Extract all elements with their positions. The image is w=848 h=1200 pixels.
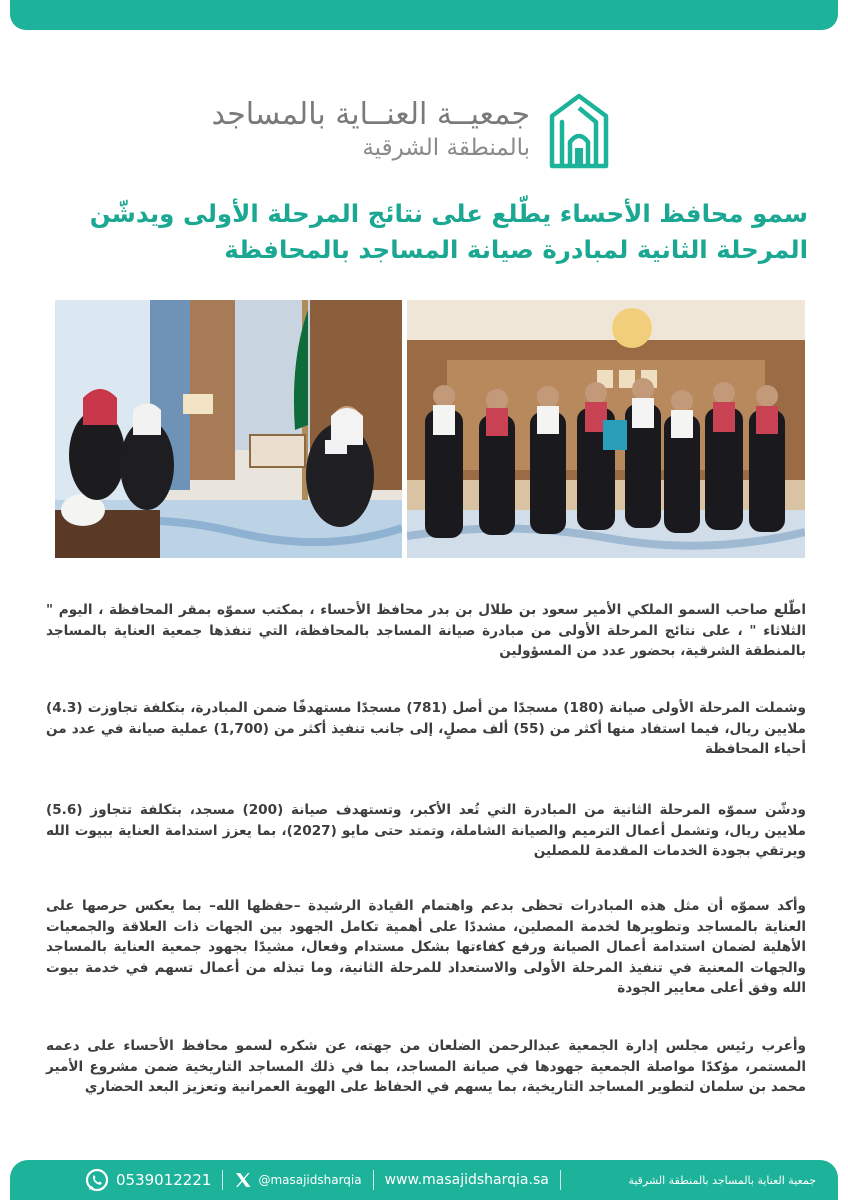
paragraph-5: وأعرب رئيس مجلس إدارة الجمعية عبدالرحمن الضلعان من جهته، عن شكره لسمو محافظ الأحساء على دعمه المستمر، مؤكدًا مواصلة الجمعية جهودها في صيانة المساجد، بما في ذلك المساجد التاريخية ضمن مشروع الأمير محمد بن سلمان لتطوير المساجد التاريخية، بما يسهم في الحفاظ على الهوية العمرانية وتعزيز البعد الحضاري <box>46 1038 806 1095</box>
footer-website[interactable] <box>385 1172 549 1188</box>
footer-separator <box>560 1170 561 1190</box>
footer-phone[interactable] <box>84 1167 211 1193</box>
logo-line-1: جمعيــة العنــاية بالمساجد <box>211 97 530 132</box>
logo-text <box>212 98 530 164</box>
footer-separator <box>222 1170 223 1190</box>
x-icon <box>234 1171 252 1189</box>
group-photo <box>407 300 805 558</box>
headline: سمو محافظ الأحساء يطّلع على نتائج المرحلة الأولى ويدشّن المرحلة الثانية لمبادرة صيانة المساجد بالمحافظة <box>89 199 808 264</box>
paragraph-4: وأكد سموّه أن مثل هذه المبادرات تحظى بدعم واهتمام القيادة الرشيدة –حفظها الله– بما يعكس حرصها على العناية بالمساجد وتطويرها لخدمة المصلين، مشددًا على أهمية تكامل الجهود بين الجهات ذات العلاقة والجمعيات الأهلية لضمان استدامة أعمال الصيانة ورفع كفاءتها بشكل مستدام وفعال، مشيدًا بجهود جمعية العناية بالمساجد والجهات المعنية في تنفيذ المرحلة الأولى والاستعداد للمرحلة الثانية، وما تبذله من أعمال تسهم في خدمة بيوت الله وفق أعلى معايير الجودة <box>46 898 806 996</box>
paragraph-1: اطّلع صاحب السمو الملكي الأمير سعود بن طلال بن بدر محافظ الأحساء ، بمكتب سموّه بمقر المحافظة ، اليوم " الثلاثاء " ، على نتائج المرحلة الأولى من مبادرة صيانة المساجد بالمحافظة، التي تنفذها جمعية العناية بالمساجد بالمنطقة الشرقية، بحضور عدد من المسؤولين <box>46 602 806 659</box>
footer-separator <box>373 1170 374 1190</box>
footer-org-name: جمعية العناية بالمساجد بالمنطقة الشرقية <box>628 1173 816 1187</box>
top-banner-bar <box>10 0 838 30</box>
paragraph-3: ودشّن سموّه المرحلة الثانية من المبادرة التي تُعد الأكبر، وتستهدف صيانة (200) مسجد، بتكلفة تتجاوز (5.6) ملايين ريال، وتشمل أعمال الترميم والصيانة الشاملة، وتمتد حتى مايو (2027)، بما يعزز استدامة العناية ببيوت الله ويرتقي بجودة الخدمات المقدمة للمصلين <box>46 802 806 859</box>
footer-social[interactable] <box>234 1171 361 1189</box>
whatsapp-icon <box>84 1167 110 1193</box>
mosque-arch-logo-icon <box>548 92 610 170</box>
footer-phone-number: 0539012221 <box>116 1171 212 1189</box>
meeting-room-photo <box>55 300 402 558</box>
footer-handle: @masajidsharqia <box>258 1173 362 1187</box>
footer-website-link[interactable]: www.masajidsharqia.sa <box>384 1172 549 1188</box>
organization-logo <box>211 92 610 172</box>
logo-line-2: بالمنطقة الشرقية <box>362 135 530 161</box>
paragraph-2: وشملت المرحلة الأولى صيانة (180) مسجدًا من أصل (781) مسجدًا مستهدفًا ضمن المبادرة، بتكلفة تجاوزت (4.3) ملايين ريال، فيما استفاد منها أكثر من (55) ألف مصلٍ، إلى جانب تنفيذ أكثر من (1,700) عملية صيانة في عدد من أحياء المحافظة <box>46 700 806 757</box>
footer-bar <box>10 1160 838 1200</box>
